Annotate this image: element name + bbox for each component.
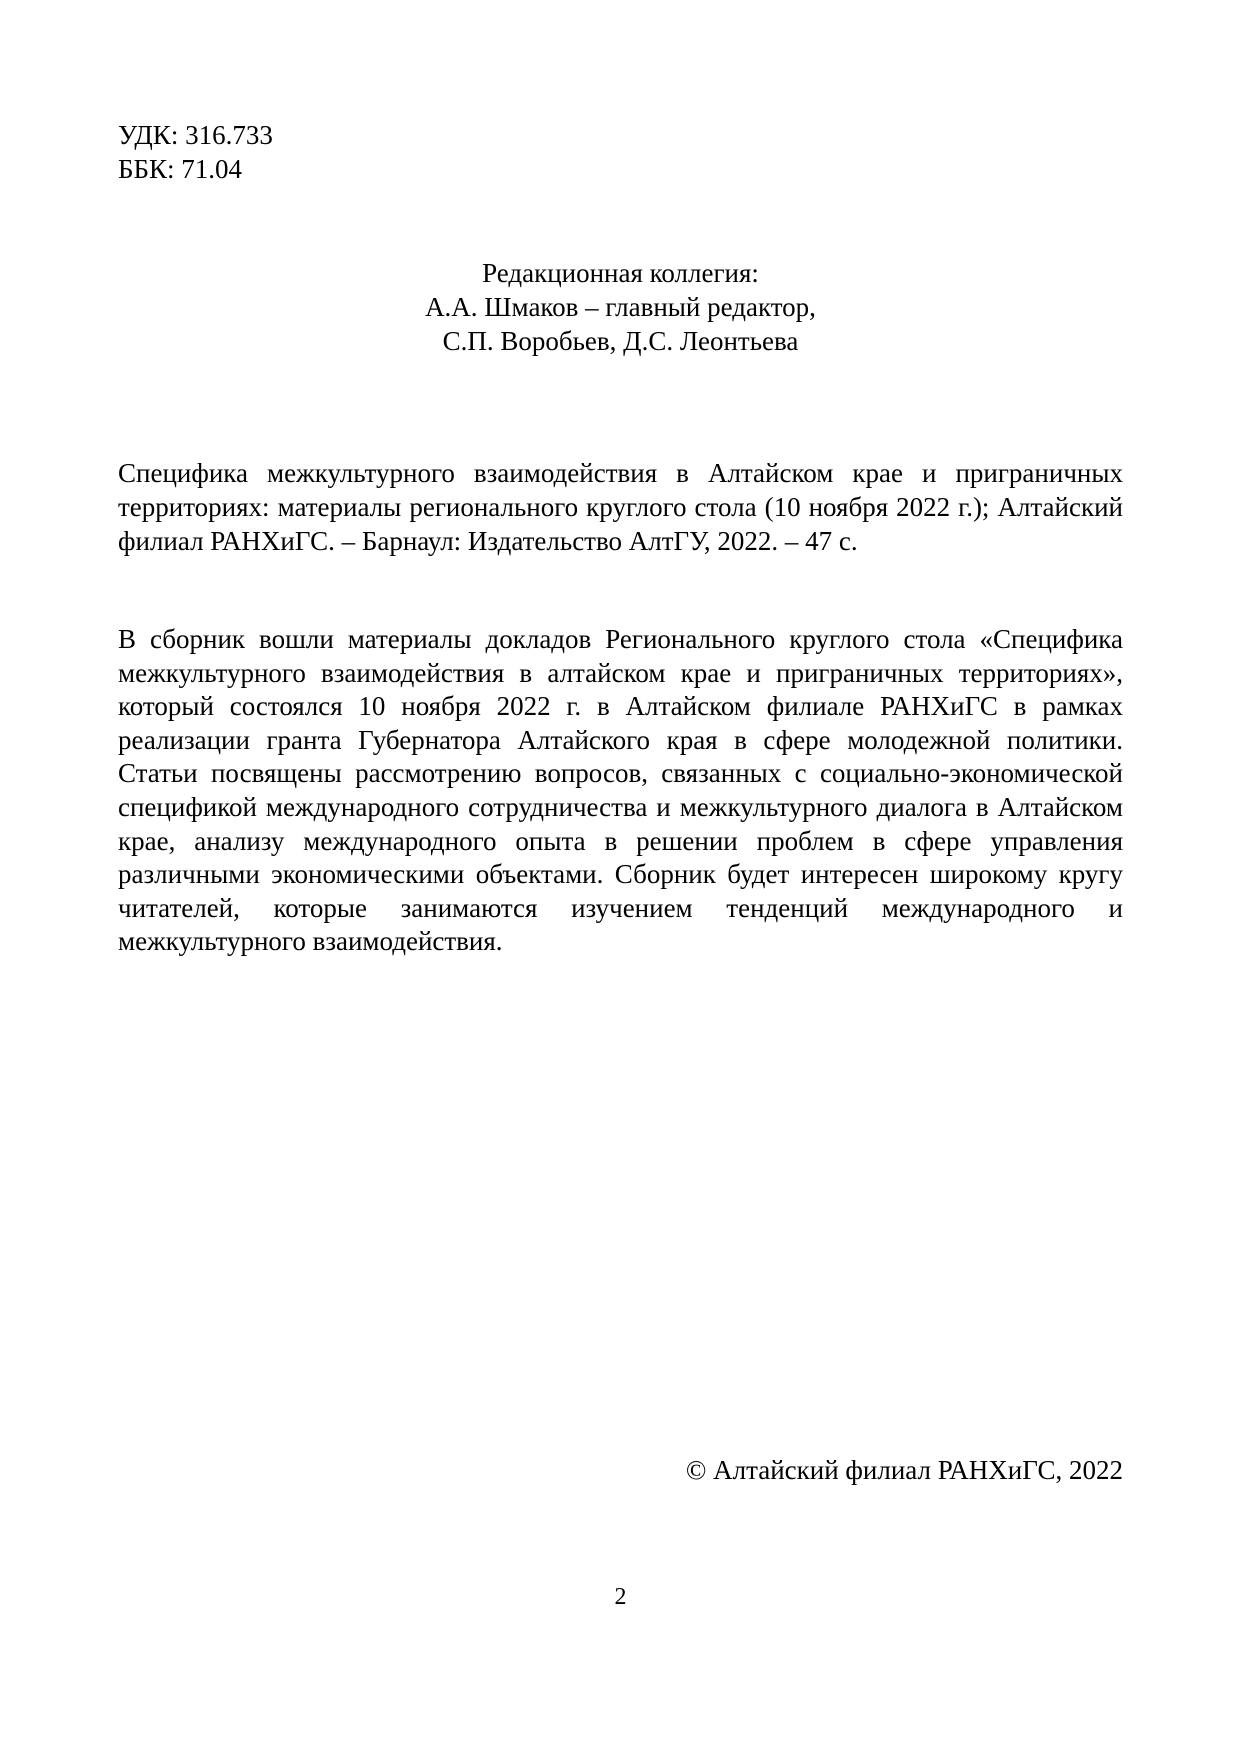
copyright-notice: © Алтайский филиал РАНХиГС, 2022 xyxy=(685,1455,1123,1485)
udk-code: УДК: 316.733 xyxy=(118,120,273,150)
editorial-board-heading: Редакционная коллегия: xyxy=(482,258,759,288)
bibliographic-citation: Специфика межкультурного взаимодействия в Алтайском крае и приграничных территориях: материалы регионального круглого стола (10 ноября 2022 г.); Алтайский филиал РАНХиГС. – Барнаул: Издательство АлтГУ, 2022. – 47 с. xyxy=(118,458,1123,556)
bbk-code: ББК: 71.04 xyxy=(118,154,243,184)
abstract-paragraph: В сборник вошли материалы докладов Регионального круглого стола «Специфика межкультурного взаимодействия в алтайском крае и приграничных территориях», который состоялся 10 ноября 2022 г. в Алтайском филиале РАНХиГС в рамках реализации гранта Губернатора Алтайского края в сфере молодежной политики. Статьи посвящены рассмотрению вопросов, связанных с социально-экономической спецификой международного сотрудничества и межкультурного диалога в Алтайском крае, анализу международного опыта в решении проблем в сфере управления различными экономическими объектами. Сборник будет интересен широкому кругу читателей, которые занимаются изучением тенденций международного и межкультурного взаимодействия. xyxy=(118,624,1123,957)
editorial-board-members: С.П. Воробьев, Д.С. Леонтьева xyxy=(442,326,799,356)
classification-codes xyxy=(118,118,273,186)
editorial-board xyxy=(118,256,1123,358)
editorial-board-chief-editor: А.А. Шмаков – главный редактор, xyxy=(425,292,816,322)
page-number: 2 xyxy=(614,1584,627,1610)
